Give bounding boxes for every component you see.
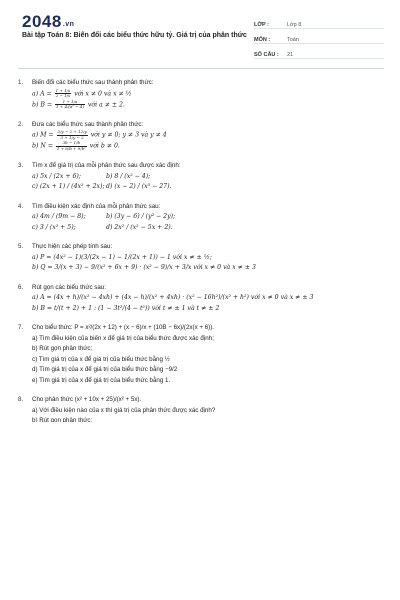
question-item: c) Tìm giá trị của x để giá trị của biểu thức bằng ½ [32,355,170,363]
question-number: 6. [18,283,24,291]
question-number: 1. [18,79,24,86]
question-5 [18,242,384,274]
question-text: Cho biểu thức: P = x²/(2x + 12) + (x − 6)/x + (10B − 6x)/(2x(x + 6)). [32,324,214,331]
question-7 [18,323,384,386]
site-logo[interactable] [22,12,74,32]
fraction: $\frac{3/y - 2 + 12/y}{3 + 1/y - 2}$ [57,129,87,140]
question-number: 8. [18,396,24,403]
question-number: 2. [18,120,24,128]
header-divider [18,68,384,69]
question-pair: c) (2x + 1) / (4x² + 2x); d) (x − 2) / (x³ − 27). [32,183,172,190]
question-list [18,78,384,431]
question-item: b) B = $\frac{1 + 1/a}{\text{1 + 4/(a² − 4)}}$ với a ≠ ± 2. [32,98,125,109]
question-number: 3. [18,162,24,169]
question-item: b) N = $\frac{3b - 1/b}{\text{1 + 6/b + 9/b²}}$ với b ≠ 0. [32,140,120,151]
question-item: a) A = (4x + h)/(x² − 4xh) + (4x − h)/(x² + 4xh) · (x² − 16h²)/(x² + h²) với x ≠ 0 và x ≠ ± 3 [32,294,314,301]
question-item: a) M = $\frac{3/y - 2 + 12/y}{3 + 1/y - 2}$ với y ≠ 0; y ≠ 3 và y ≠ 4 [32,129,167,140]
fraction: $\frac{3b - 1/b}{\text{1 + 6/b + 9/b²}}$ [56,140,86,151]
question-item: e) Tìm giá trị của x để giá trị của biểu thức bằng 1. [32,376,171,384]
question-item: b) Rút gọn phân thức; [32,345,93,352]
question-8 [18,395,384,422]
logo-text: 2048 [22,12,62,31]
question-item: b) B = t/(t + 2) + 1 : (1 − 3t²/(4 − t²)) với t ≠ ± 1 và t ≠ ± 2 [32,304,220,312]
question-number: 5. [18,243,24,250]
document-title: Bài tập Toán 8: Biến đổi các biểu thức hữu tỷ. Giá trị của phân thức [22,32,247,39]
question-text: Rút gọn các biểu thức sau: [32,283,106,291]
question-pair: a) 5x / (2x + 6); b) 8 / (x² − 4); [32,172,151,180]
question-1 [18,78,384,111]
question-item: a) Với điều kiện nào của x thì giá trị của phân thức được xác định? [32,406,216,414]
question-text: Đưa các biểu thức sau thành phân thức: [32,120,144,128]
question-text: Tìm điều kiện xác định của mỗi phân thức sau: [32,202,161,210]
meta-row-class: LỚP : Lớp 8 [254,14,384,29]
question-item: d) Tìm giá trị của x để giá trị của biểu thức bằng −9/2 [32,366,178,373]
question-pair: c) 3 / (x² + 5); d) 2x² / (x² − 5x + 2). [32,223,173,231]
question-number: 7. [18,324,24,331]
question-3 [18,161,384,193]
document-header [0,0,400,70]
question-text: Biến đổi các biểu thức sau thành phân thức: [32,79,154,86]
meta-panel [254,14,384,59]
meta-row-subject: MÔN : Toán [254,29,384,44]
question-item: a) P = (4x² − 1)(3/(2x − 1) − 1/(2x + 1)) − 1 với x ≠ ± ½; [32,253,212,261]
question-item: a) Tìm điều kiện của biến x để giá trị của biểu thức được xác định; [32,334,214,342]
question-6 [18,283,384,315]
question-4 [18,202,384,234]
question-number: 4. [18,202,24,210]
question-item: b) Q = 3/(x + 3) − 9/(x² + 6x + 9) · (x² − 9)/x + 3/x với x ≠ 0 và x ≠ ± 3 [32,264,256,271]
question-text: Cho phân thức (x² + 10x + 25)/(x² + 5x). [32,396,142,403]
meta-row-count: SỐ CÂU : 21 [254,44,384,59]
question-text: Tìm x để giá trị của mỗi phân thức sau được xác định: [32,162,181,169]
fraction: $\frac{1 + 1/x}{2 - 1/x}$ [55,87,71,98]
question-pair: a) 4m / (9m − 8); b) (3y − 6) / (y² − 2y); [32,213,176,220]
question-item: a) A = $\frac{1 + 1/x}{2 - 1/x}$ với x ≠ 0 và x ≠ ½ [32,87,132,98]
question-2 [18,120,384,153]
fraction: $\frac{1 + 1/a}{\text{1 + 4/(a² − 4)}}$ [56,98,84,109]
question-text: Thực hiện các phép tính sau: [32,243,113,250]
logo-suffix: .vn [62,21,75,28]
question-item: b) Rút gọn phân thức; [32,417,93,422]
